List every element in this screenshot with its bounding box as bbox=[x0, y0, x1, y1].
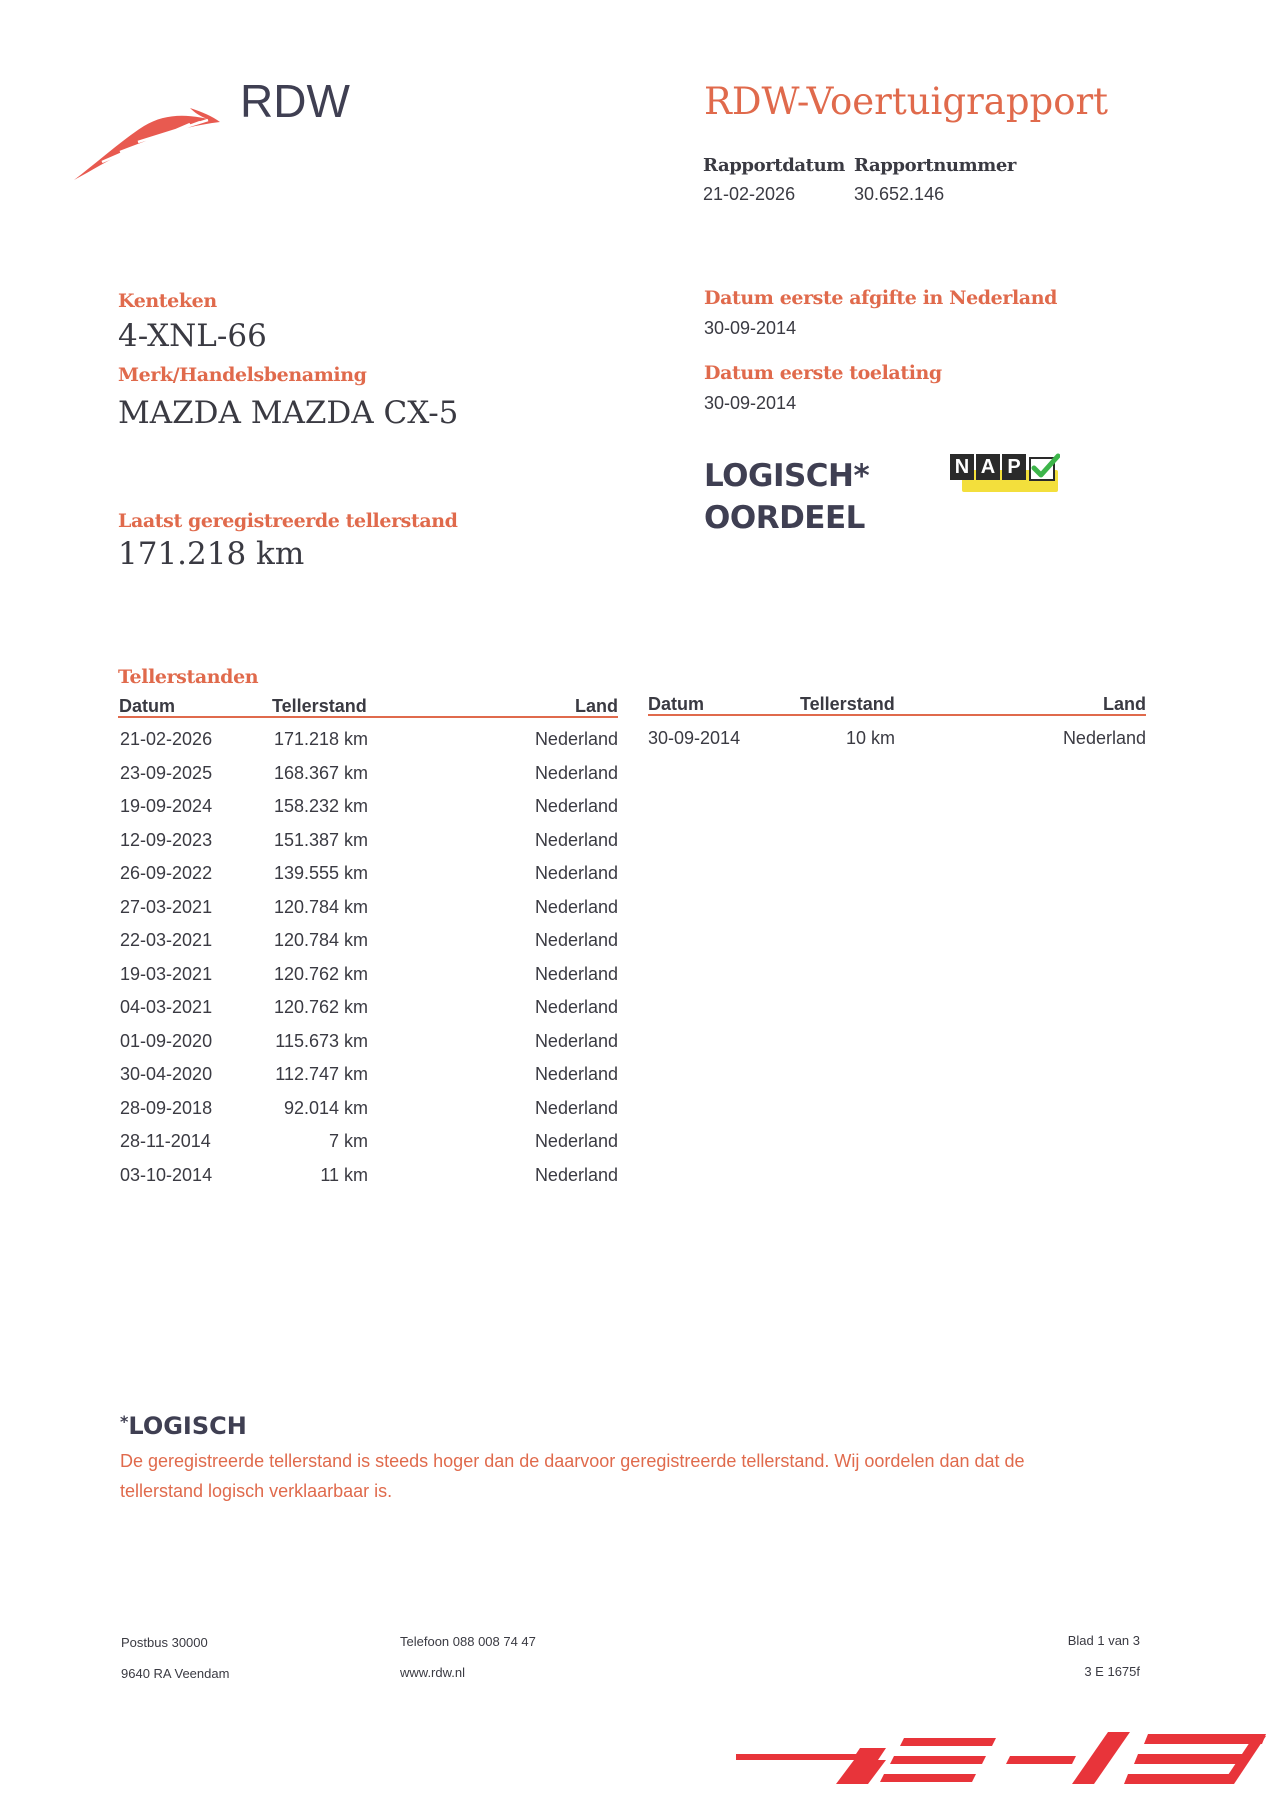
footer-address-line2: 9640 RA Veendam bbox=[121, 1666, 230, 1681]
reading-odometer: 112.747 km bbox=[275, 1064, 368, 1084]
reading-date: 21-02-2026 bbox=[120, 729, 213, 749]
reading-date: 26-09-2022 bbox=[120, 863, 213, 883]
reading-country: Nederland bbox=[534, 796, 618, 816]
reading-date: 28-11-2014 bbox=[120, 1131, 211, 1151]
reading-odometer: 11 km bbox=[320, 1164, 368, 1185]
reading-country: Nederland bbox=[534, 1131, 618, 1151]
reading-date: 30-04-2020 bbox=[120, 1064, 213, 1084]
reading-country: Nederland bbox=[534, 829, 618, 850]
footer-website: www.rdw.nl bbox=[400, 1665, 466, 1680]
left-col-date-header: Datum bbox=[119, 696, 176, 716]
brand-name: RDW bbox=[240, 75, 350, 127]
reading-date: 22-03-2021 bbox=[120, 930, 213, 950]
nap-letter-a: A bbox=[976, 454, 1000, 480]
report-date: 21-02-2026 bbox=[703, 184, 796, 204]
right-col-odometer-header: Tellerstand bbox=[800, 694, 895, 714]
reading-odometer: 139.555 km bbox=[273, 863, 368, 883]
right-col-date-header: Datum bbox=[648, 694, 705, 714]
plate-value: 4-XNL-66 bbox=[118, 318, 267, 354]
reading-country: Nederland bbox=[534, 963, 618, 984]
reading-odometer: 10 km bbox=[845, 728, 895, 748]
reading-date: 30-09-2014 bbox=[648, 728, 741, 748]
plate-label: Kenteken bbox=[118, 290, 217, 312]
make-value: MAZDA MAZDA CX-5 bbox=[118, 395, 459, 431]
reading-country: Nederland bbox=[534, 1164, 618, 1185]
reading-odometer: 115.673 km bbox=[275, 1030, 368, 1051]
reading-country: Nederland bbox=[534, 1097, 618, 1118]
right-col-country-header: Land bbox=[1103, 694, 1146, 714]
footer-code: 3 E 1675f bbox=[1084, 1664, 1140, 1679]
reading-odometer: 158.232 km bbox=[273, 796, 368, 816]
first-issue-label: Datum eerste afgifte in Nederland bbox=[704, 287, 1058, 309]
footer-phone: Telefoon 088 008 74 47 bbox=[400, 1634, 536, 1649]
make-label: Merk/Handelsbenaming bbox=[118, 364, 367, 386]
report-number: 30.652.146 bbox=[854, 184, 945, 204]
reading-country: Nederland bbox=[534, 729, 618, 749]
footer-address-line1: Postbus 30000 bbox=[121, 1635, 208, 1650]
reading-date: 04-03-2021 bbox=[120, 997, 213, 1017]
reading-country: Nederland bbox=[534, 930, 618, 950]
reading-date: 19-03-2021 bbox=[120, 963, 213, 984]
reading-odometer: 151.387 km bbox=[273, 829, 368, 850]
reading-country: Nederland bbox=[534, 863, 618, 883]
reading-country: Nederland bbox=[534, 997, 618, 1017]
reading-odometer: 120.762 km bbox=[273, 963, 368, 984]
first-admission-value: 30-09-2014 bbox=[704, 393, 797, 413]
footer-page: Blad 1 van 3 bbox=[1067, 1633, 1140, 1648]
note-star: * bbox=[120, 1412, 129, 1431]
reading-date: 27-03-2021 bbox=[120, 896, 213, 917]
left-col-odometer-header: Tellerstand bbox=[272, 696, 367, 716]
note-text: De geregistreerde tellerstand is steeds hoger dan de daarvoor geregistreerde tellerstand. Wij oordelen dan dat de tellerstand logisch verklaarbaar is. bbox=[120, 1451, 1025, 1501]
check-icon bbox=[1028, 452, 1060, 484]
reading-date: 23-09-2025 bbox=[120, 762, 213, 783]
reading-odometer: 171.218 km bbox=[273, 729, 368, 749]
verdict-line2: OORDEEL bbox=[704, 500, 865, 536]
reading-odometer: 120.762 km bbox=[273, 997, 368, 1017]
reading-odometer: 92.014 km bbox=[283, 1097, 368, 1118]
report-date-label: Rapportdatum bbox=[703, 155, 845, 176]
readings-section-title: Tellerstanden bbox=[118, 666, 259, 688]
nap-letter-p: P bbox=[1002, 454, 1026, 480]
reading-date: 03-10-2014 bbox=[120, 1164, 213, 1185]
reading-country: Nederland bbox=[534, 1064, 618, 1084]
reading-country: Nederland bbox=[1062, 728, 1146, 748]
nap-letter-n: N bbox=[950, 454, 974, 480]
reading-date: 01-09-2020 bbox=[120, 1030, 213, 1051]
first-issue-value: 30-09-2014 bbox=[704, 318, 797, 338]
left-table-rule bbox=[118, 716, 618, 718]
right-table-rule bbox=[648, 714, 1146, 716]
rdw-logo-icon bbox=[72, 100, 222, 184]
reading-country: Nederland bbox=[534, 762, 618, 783]
reading-odometer: 120.784 km bbox=[273, 930, 368, 950]
nap-badge bbox=[950, 452, 1060, 496]
note-title-text: LOGISCH bbox=[128, 1412, 247, 1440]
reading-odometer: 7 km bbox=[328, 1131, 368, 1151]
odometer-value: 171.218 km bbox=[118, 536, 305, 572]
reading-date: 28-09-2018 bbox=[120, 1097, 213, 1118]
reading-odometer: 120.784 km bbox=[273, 896, 368, 917]
verdict-line1: LOGISCH* bbox=[704, 458, 870, 494]
reading-date: 12-09-2023 bbox=[120, 829, 213, 850]
odometer-label: Laatst geregistreerde tellerstand bbox=[118, 510, 458, 532]
reading-country: Nederland bbox=[534, 1030, 618, 1051]
report-title: RDW-Voertuigrapport bbox=[704, 80, 1109, 123]
report-number-label: Rapportnummer bbox=[854, 155, 1017, 176]
reading-country: Nederland bbox=[534, 896, 618, 917]
left-col-country-header: Land bbox=[575, 696, 618, 716]
note-title bbox=[120, 1412, 247, 1440]
first-admission-label: Datum eerste toelating bbox=[704, 362, 942, 384]
reading-date: 19-09-2024 bbox=[120, 796, 213, 816]
decorative-stripes-icon bbox=[736, 1726, 1266, 1788]
reading-odometer: 168.367 km bbox=[273, 762, 368, 783]
